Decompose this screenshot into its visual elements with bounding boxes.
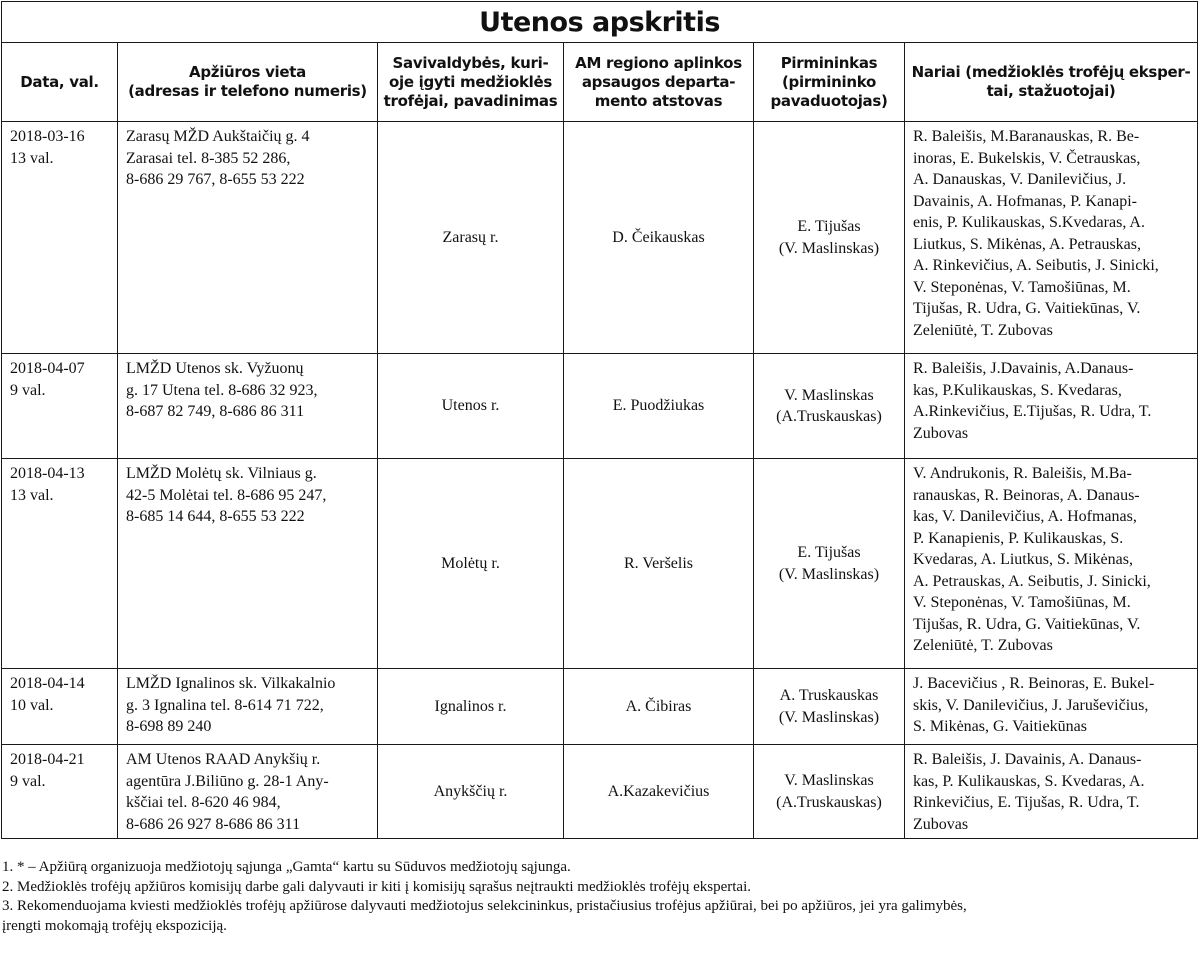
chair-line: A. Truskauskas: [779, 687, 879, 704]
place-line: Zarasai tel. 8-385 52 286,: [126, 149, 291, 167]
header-department-line: apsaugos departa-: [581, 72, 736, 91]
department-cell: A. Čibiras: [564, 669, 754, 745]
members-line: Zubovas: [913, 815, 969, 833]
footnotes-line: 3. Rekomenduojama kviesti medžioklės trofėjų apžiūrose dalyvauti medžiotojus selekcininkus, pristačiusius trofėjus apžiūrai, bei po apžiūros, jei yra galimybės,: [2, 898, 967, 914]
footnotes-line: įrengti mokomąją trofėjų ekspoziciją.: [2, 917, 227, 934]
date-line: 2018-04-13: [10, 465, 85, 482]
members-line: R. Baleišis, J.Davainis, A.Danaus-: [913, 360, 1134, 377]
department-cell: A.Kazakevičius: [564, 745, 754, 839]
header-chair-line: pavaduotojas): [770, 91, 888, 110]
header-municipality-line: oje įgyti medžioklės: [389, 72, 552, 91]
members-line: S. Mikėnas, G. Vaitiekūnas: [913, 718, 1087, 735]
header-municipality: [378, 43, 564, 122]
footnotes-line: 1. * – Apžiūrą organizuoja medžiotojų sąjunga „Gamta“ kartu su Sūduvos medžiotojų sąjunga.: [2, 859, 571, 875]
members-line: skis, V. Danilevičius, J. Jaruševičius,: [913, 696, 1149, 714]
header-place-line: Apžiūros vieta: [189, 63, 306, 81]
chair-line: V. Maslinskas: [784, 386, 874, 404]
chair-cell: [754, 354, 905, 459]
header-members-line: Nariai (medžioklės trofėjų eksper-: [911, 63, 1191, 81]
date-line: 13 val.: [10, 486, 54, 504]
place-line: 8-698 89 240: [126, 718, 212, 735]
members-line: V. Steponėnas, V. Tamošiūnas, M.: [913, 594, 1131, 611]
place-line: LMŽD Molėtų sk. Vilniaus g.: [126, 465, 317, 482]
place-line: kščiai tel. 8-620 46 984,: [126, 794, 281, 811]
members-line: inoras, E. Bukelskis, V. Četrauskas,: [913, 149, 1141, 167]
chair-cell: [754, 122, 905, 354]
municipality-cell: Ignalinos r.: [378, 669, 564, 745]
header-chair-line: Pirmininkas: [780, 53, 878, 72]
place-cell: [118, 354, 378, 459]
chair-line: V. Maslinskas: [784, 772, 874, 789]
header-place: [118, 43, 378, 122]
header-row: [2, 43, 1198, 122]
members-line: kas, V. Danilevičius, A. Hofmanas,: [913, 508, 1137, 525]
members-line: R. Baleišis, M.Baranauskas, R. Be-: [913, 128, 1140, 145]
table-row: [2, 459, 1198, 669]
header-chair: [754, 43, 905, 122]
header-date-line: Data, val.: [20, 72, 99, 91]
header-department-line: AM regiono aplinkos: [575, 53, 742, 72]
chair-cell: [754, 745, 905, 839]
members-line: A.Rinkevičius, E.Tijušas, R. Udra, T.: [913, 403, 1152, 420]
place-line: 8-687 82 749, 8-686 86 311: [126, 403, 305, 420]
members-line: A. Petrauskas, A. Seibutis, J. Sinicki,: [913, 572, 1151, 590]
header-municipality-line: Savivaldybės, kuri-: [392, 53, 549, 72]
footnotes-line: 2. Medžioklės trofėjų apžiūros komisijų darbe gali dalyvauti ir kiti į komisijų sąrašus neįtraukti medžioklės trofėjų ekspertai.: [2, 878, 751, 895]
place-line: g. 3 Ignalina tel. 8-614 71 722,: [126, 696, 324, 714]
table-row: [2, 745, 1198, 839]
header-date: [2, 43, 118, 122]
members-line: V. Steponėnas, V. Tamošiūnas, M.: [913, 278, 1131, 296]
municipality-cell: Utenos r.: [378, 354, 564, 459]
members-line: Rinkevičius, E. Tijušas, R. Udra, T.: [913, 794, 1140, 811]
place-cell: [118, 122, 378, 354]
members-cell: [905, 122, 1198, 354]
chair-cell: [754, 669, 905, 745]
members-cell: [905, 745, 1198, 839]
members-line: ranauskas, R. Beinoras, A. Danaus-: [913, 486, 1140, 504]
chair-line: (V. Maslinskas): [778, 565, 880, 583]
date-line: 9 val.: [10, 381, 46, 399]
table-row: [2, 669, 1198, 745]
members-line: Davainis, A. Hofmanas, P. Kanapi-: [913, 192, 1137, 210]
date-line: 10 val.: [10, 696, 54, 714]
chair-line: (V. Maslinskas): [778, 239, 880, 257]
municipality-cell: Zarasų r.: [378, 122, 564, 354]
chair-line: (A.Truskauskas): [776, 793, 882, 811]
department-cell: R. Veršelis: [564, 459, 754, 669]
members-line: kas, P.Kulikauskas, S. Kvedaras,: [913, 381, 1122, 399]
place-line: g. 17 Utena tel. 8-686 32 923,: [126, 381, 318, 399]
header-members: [905, 43, 1198, 122]
place-line: 42-5 Molėtai tel. 8-686 95 247,: [126, 486, 327, 504]
place-cell: [118, 669, 378, 745]
header-members-line: tai, stažuotojai): [986, 82, 1116, 100]
date-cell: [2, 745, 118, 839]
date-cell: [2, 669, 118, 745]
place-cell: [118, 745, 378, 839]
chair-line: E. Tijušas: [797, 218, 861, 235]
footnotes: [2, 858, 1196, 936]
place-line: 8-686 29 767, 8-655 53 222: [126, 171, 305, 188]
chair-line: (A.Truskauskas): [776, 408, 882, 425]
members-line: Tijušas, R. Udra, G. Vaitiekūnas, V.: [913, 615, 1141, 633]
date-line: 2018-04-14: [10, 675, 85, 692]
members-line: Kvedaras, A. Liutkus, S. Mikėnas,: [913, 551, 1133, 568]
department-cell: D. Čeikauskas: [564, 122, 754, 354]
header-department: [564, 43, 754, 122]
date-cell: [2, 354, 118, 459]
members-line: Tijušas, R. Udra, G. Vaitiekūnas, V.: [913, 300, 1141, 317]
place-line: 8-685 14 644, 8-655 53 222: [126, 508, 305, 525]
date-line: 2018-04-21: [10, 751, 85, 768]
hunting-trophy-schedule-table: [1, 1, 1198, 839]
members-line: kas, P. Kulikauskas, S. Kvedaras, A.: [913, 772, 1145, 790]
chair-line: E. Tijušas: [797, 544, 861, 561]
table-row: [2, 122, 1198, 354]
members-line: Zubovas: [913, 424, 969, 442]
place-line: 8-686 26 927 8-686 86 311: [126, 815, 301, 833]
members-cell: [905, 354, 1198, 459]
place-line: LMŽD Utenos sk. Vyžuonų: [126, 360, 304, 377]
members-line: Zeleniūtė, T. Zubovas: [913, 637, 1053, 654]
place-line: agentūra J.Biliūno g. 28-1 Any-: [126, 772, 329, 790]
place-line: LMŽD Ignalinos sk. Vilkakalnio: [126, 675, 336, 692]
header-department-line: mento atstovas: [594, 91, 723, 110]
department-cell: E. Puodžiukas: [564, 354, 754, 459]
place-line: AM Utenos RAAD Anykšių r.: [126, 751, 321, 768]
municipality-cell: Anykščių r.: [378, 745, 564, 839]
date-line: 13 val.: [10, 149, 54, 167]
place-line: Zarasų MŽD Aukštaičių g. 4: [126, 128, 310, 145]
date-line: 2018-04-07: [10, 360, 85, 377]
municipality-cell: Molėtų r.: [378, 459, 564, 669]
table-row: [2, 354, 1198, 459]
chair-line: (V. Maslinskas): [778, 708, 880, 726]
header-municipality-line: trofėjai, pavadinimas: [383, 91, 558, 110]
members-line: enis, P. Kulikauskas, S.Kvedaras, A.: [913, 214, 1145, 231]
place-cell: [118, 459, 378, 669]
chair-cell: [754, 459, 905, 669]
members-line: P. Kanapienis, P. Kulikauskas, S.: [913, 529, 1124, 547]
members-line: A. Danauskas, V. Danilevičius, J.: [913, 171, 1127, 188]
header-chair-line: (pirmininko: [782, 72, 876, 91]
members-line: V. Andrukonis, R. Baleišis, M.Ba-: [913, 465, 1132, 482]
members-line: A. Rinkevičius, A. Seibutis, J. Sinicki,: [913, 257, 1159, 274]
date-line: 2018-03-16: [10, 128, 85, 145]
date-cell: [2, 459, 118, 669]
date-cell: [2, 122, 118, 354]
members-line: Liutkus, S. Mikėnas, A. Petrauskas,: [913, 235, 1141, 253]
members-line: J. Bacevičius , R. Beinoras, E. Bukel-: [913, 675, 1155, 692]
members-cell: [905, 459, 1198, 669]
header-place-line: (adresas ir telefono numeris): [128, 82, 367, 100]
table-title: Utenos apskritis: [2, 2, 1198, 43]
members-cell: [905, 669, 1198, 745]
members-line: Zeleniūtė, T. Zubovas: [913, 321, 1053, 339]
members-line: R. Baleišis, J. Davainis, A. Danaus-: [913, 751, 1142, 768]
date-line: 9 val.: [10, 772, 46, 790]
